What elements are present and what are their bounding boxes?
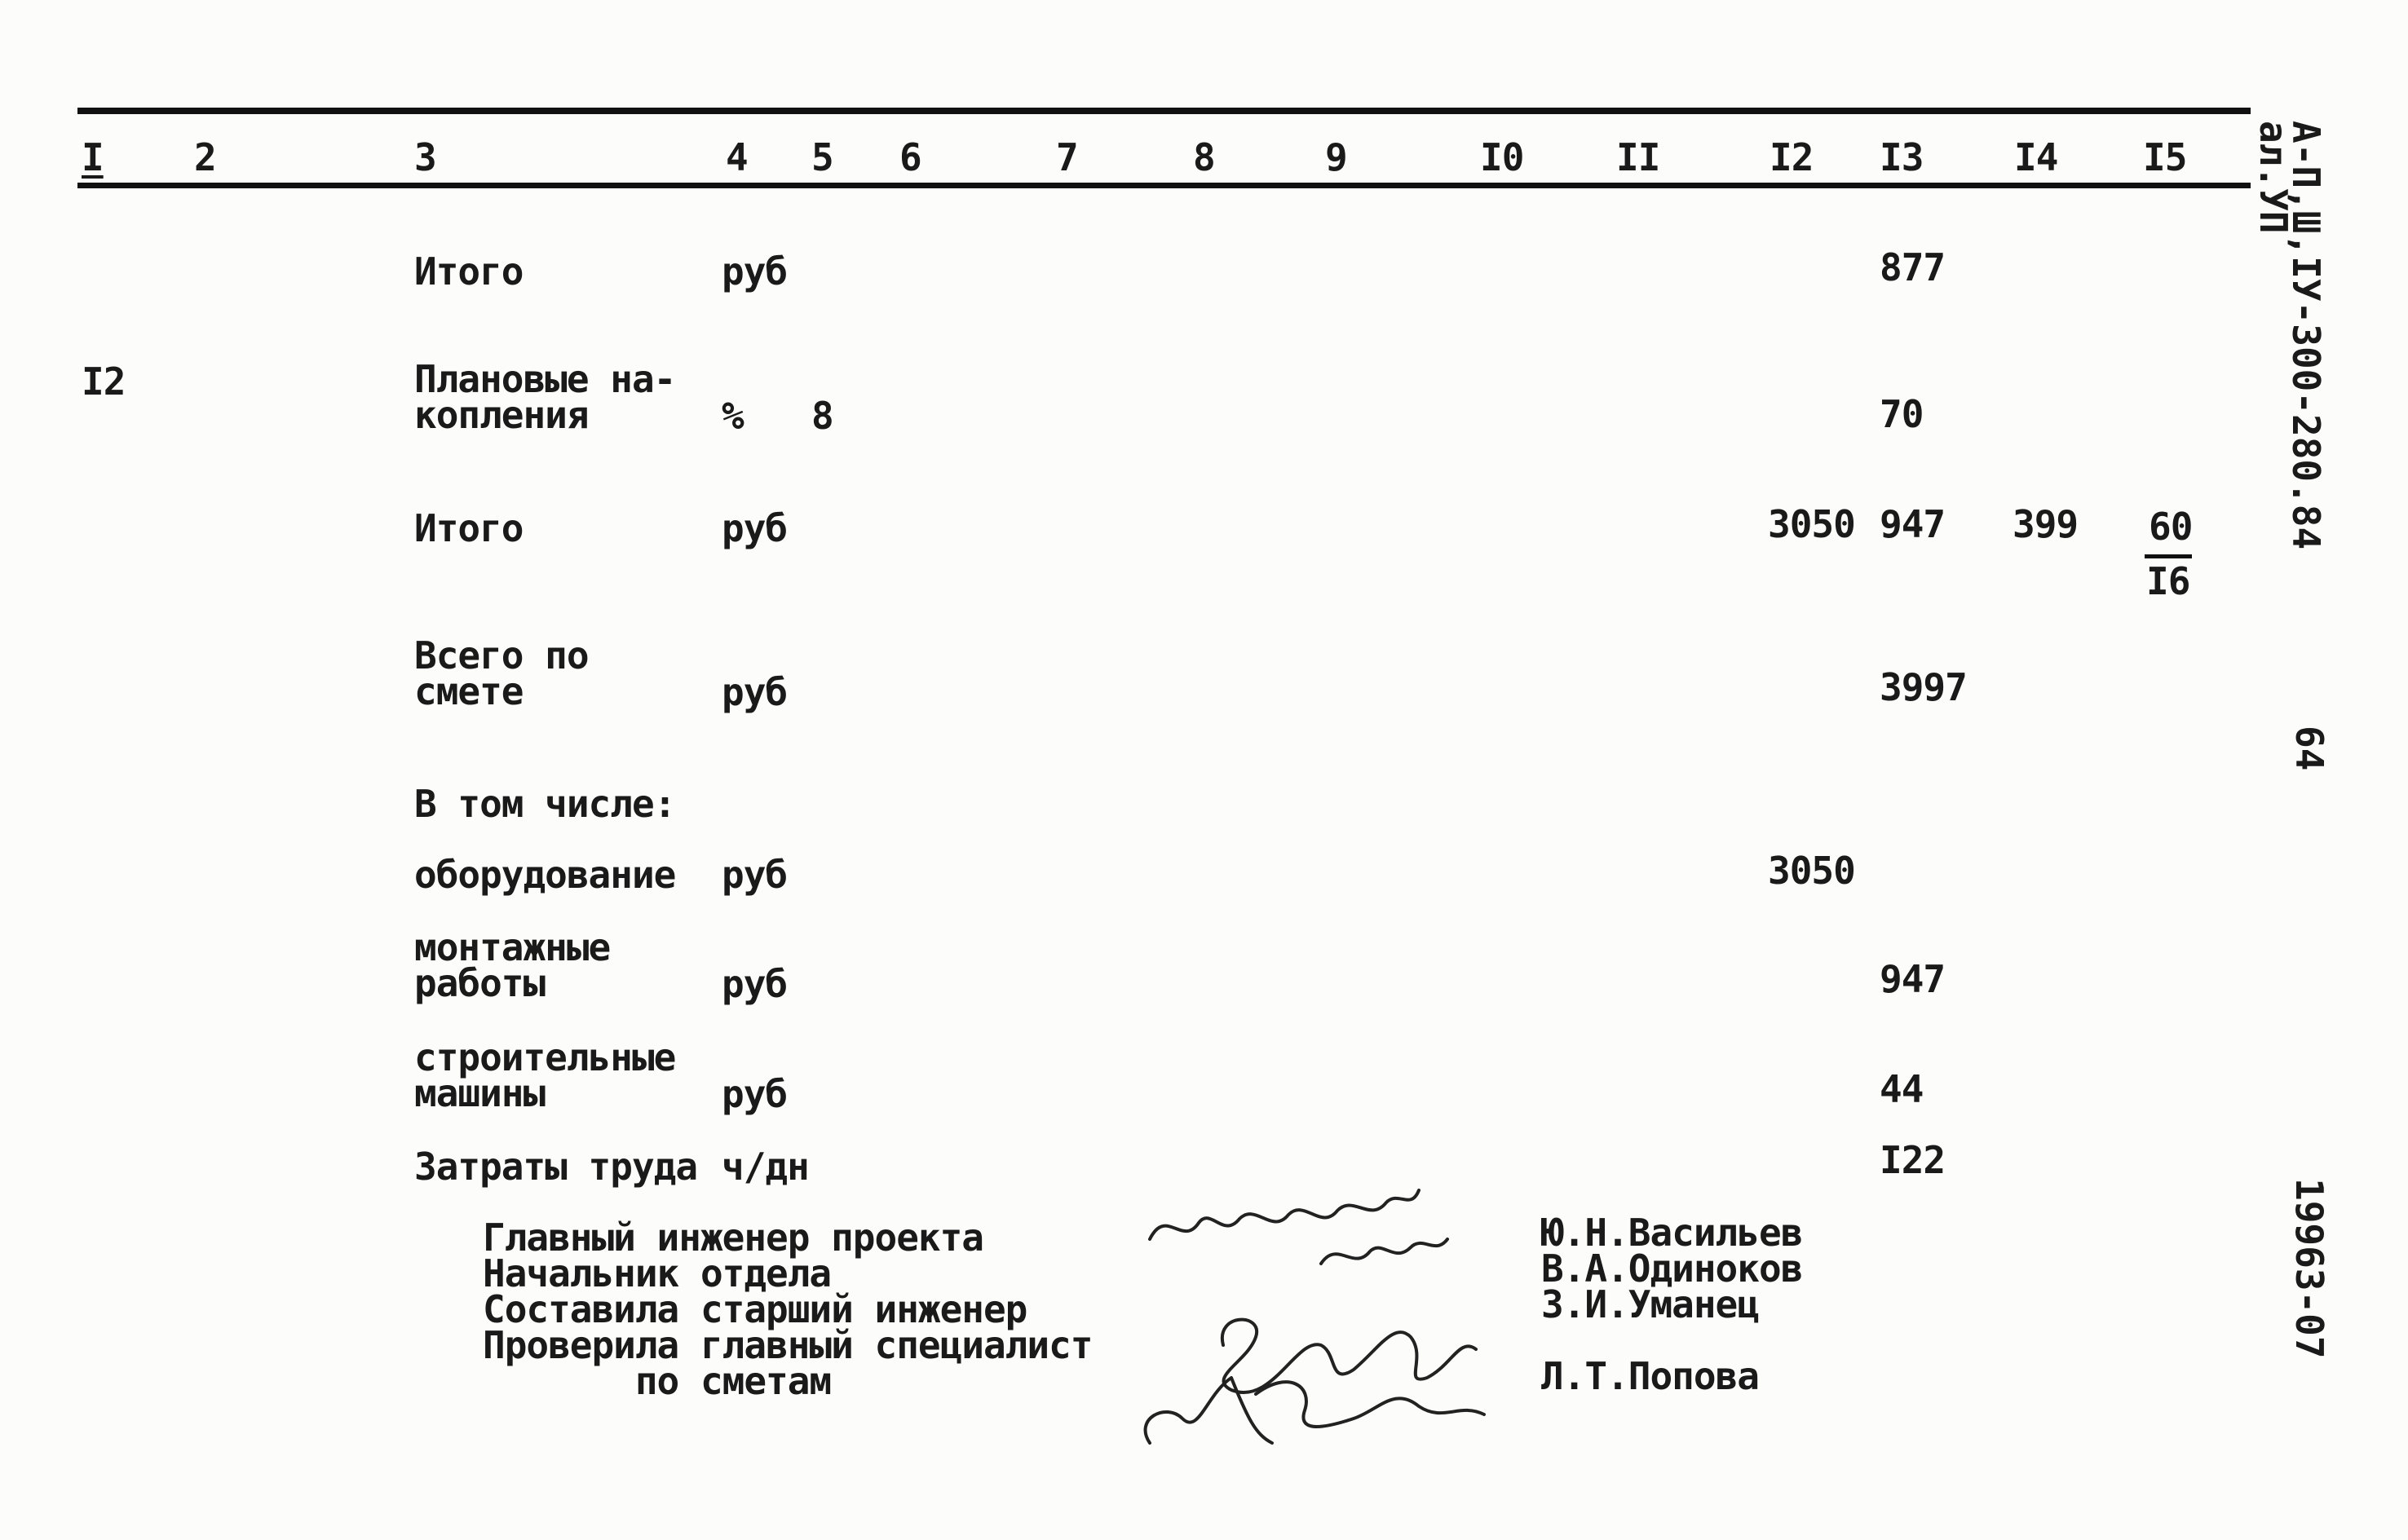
- col-header-13: I3: [1880, 135, 1924, 179]
- col-header-2: 2: [194, 135, 216, 179]
- col-header-7: 7: [1056, 135, 1078, 179]
- margin-doc-number: 19963-07: [2287, 1178, 2331, 1359]
- row-col15-numerator: 60: [2149, 505, 2193, 549]
- col-header-12: I2: [1770, 135, 1814, 179]
- header-top-rule: [77, 108, 2251, 114]
- row-number: I2: [82, 360, 126, 404]
- row-label: Плановые на- копления: [414, 357, 676, 437]
- row-unit: руб: [722, 853, 788, 897]
- col-header-11: II: [1616, 135, 1660, 179]
- row-unit: руб: [722, 249, 788, 293]
- row-unit: руб: [722, 1072, 788, 1116]
- row-col13-value: 3997: [1880, 665, 1967, 709]
- row-unit: ч/дн: [722, 1145, 809, 1189]
- row-label: монтажные работы: [414, 925, 611, 1005]
- handwritten-signatures: [1133, 1174, 1500, 1451]
- col-header-10: I0: [1480, 135, 1524, 179]
- row-label: Итого: [414, 506, 524, 550]
- col-header-1: I: [82, 135, 104, 179]
- row-col13-value: 947: [1880, 502, 1946, 546]
- header-bottom-rule: [77, 183, 2251, 188]
- row-col13-value: 44: [1880, 1067, 1924, 1111]
- row-unit: %: [722, 394, 744, 438]
- row-col12-value: 3050: [1768, 502, 1855, 546]
- row-unit: руб: [722, 962, 788, 1006]
- margin-page-number: 64: [2287, 726, 2331, 771]
- row-col15-denominator: I6: [2146, 559, 2190, 603]
- row-col5-value: 8: [811, 394, 833, 438]
- row-unit: руб: [722, 506, 788, 550]
- row-label: В том числе:: [414, 782, 676, 826]
- row-label: Затраты труда: [414, 1145, 698, 1189]
- signature-roles: Главный инженер проекта Начальник отдела Составила старший инженер Проверила главный специалист по сметам: [483, 1216, 1093, 1403]
- row-col12-value: 3050: [1768, 849, 1855, 893]
- row-label: строительные машины: [414, 1035, 676, 1115]
- signature-names: Ю.Н.Васильев В.А.Одиноков З.И.Уманец Л.Т.Попова: [1541, 1211, 1803, 1398]
- fraction-bar: [2145, 554, 2192, 558]
- col-header-9: 9: [1325, 135, 1347, 179]
- col-header-6: 6: [899, 135, 921, 179]
- row-label: оборудование: [414, 853, 676, 897]
- row-col13-value: 70: [1880, 392, 1924, 436]
- col-header-4: 4: [726, 135, 748, 179]
- row-col13-value: 877: [1880, 245, 1946, 289]
- col-header-14: I4: [2014, 135, 2058, 179]
- row-col13-value: 947: [1880, 957, 1946, 1001]
- col-header-5: 5: [811, 135, 833, 179]
- col-header-8: 8: [1193, 135, 1215, 179]
- row-col13-value: I22: [1880, 1138, 1946, 1182]
- row-unit: руб: [722, 670, 788, 714]
- margin-document-code: А-П,Ш,ІУ-300-280.84 ал.УП: [2251, 121, 2328, 550]
- col-header-3: 3: [414, 135, 436, 179]
- col-header-15: I5: [2143, 135, 2187, 179]
- row-label: Всего по смете: [414, 633, 589, 713]
- row-label: Итого: [414, 249, 524, 293]
- row-col14-value: 399: [2013, 502, 2079, 546]
